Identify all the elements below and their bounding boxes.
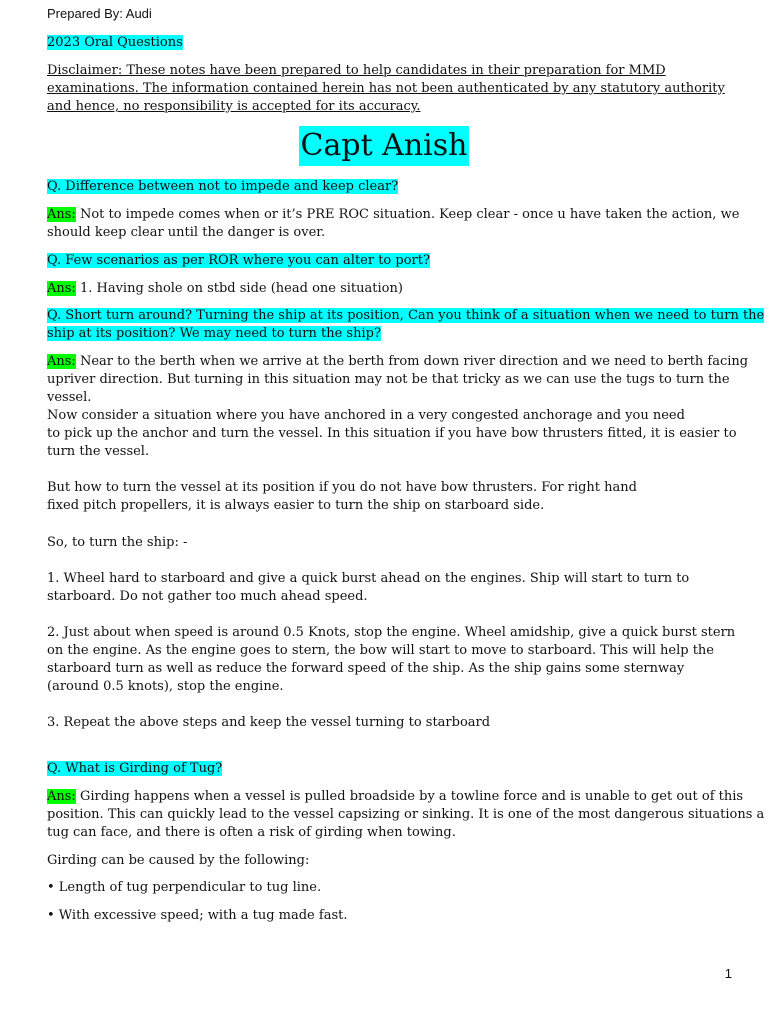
- answer-2-line-1: Ans: 1. Having shole on stbd side (head one situation): [47, 281, 403, 296]
- answer-3-line-4: Now consider a situation where you have anchored in a very congested anchorage and you need: [47, 408, 685, 423]
- answer-4-line-3: tug can face, and there is often a risk of girding when towing.: [47, 825, 456, 840]
- question-3-line-1: Q. Short turn around? Turning the ship at its position, Can you think of a situation when we need to turn the: [47, 308, 765, 323]
- answer-4-line-1: Ans: Girding happens when a vessel is pulled broadside by a towline force and is unable to get out of this: [47, 789, 744, 804]
- answer-3-line-3: vessel.: [47, 390, 92, 405]
- answer-3-line-2: upriver direction. But turning in this situation may not be that tricky as we can use the tugs to turn the: [47, 372, 730, 387]
- page-title: Capt Anish: [0, 126, 768, 166]
- section-heading: 2023 Oral Questions: [47, 35, 183, 50]
- question-2: Q. Few scenarios as per ROR where you can alter to port?: [47, 253, 430, 268]
- answer-3-line-6: turn the vessel.: [47, 444, 150, 459]
- answer-3-line-13: on the engine. As the engine goes to stern, the bow will start to move to starboard. This will help the: [47, 643, 714, 658]
- answer-3-line-10: 1. Wheel hard to starboard and give a quick burst ahead on the engines. Ship will start to turn to: [47, 571, 690, 586]
- answer-3-line-14: starboard turn as well as reduce the forward speed of the ship. As the ship gains some sternway: [47, 661, 685, 676]
- answer-1-line-1: Ans: Not to impede comes when or it’s PRE ROC situation. Keep clear - once u have taken the action, we: [47, 207, 740, 222]
- disclaimer-line-1: Disclaimer: These notes have been prepared to help candidates in their preparation for MMD: [47, 63, 666, 78]
- answer-3-line-11: starboard. Do not gather too much ahead speed.: [47, 589, 368, 604]
- page-number: 1: [724, 966, 732, 981]
- answer-4-line-2: position. This can quickly lead to the vessel capsizing or sinking. It is one of the most dangerous situations a: [47, 807, 765, 822]
- answer-4-line-4: Girding can be caused by the following:: [47, 853, 310, 868]
- question-1: Q. Difference between not to impede and keep clear?: [47, 179, 399, 194]
- answer-3-line-5: to pick up the anchor and turn the vessel. In this situation if you have bow thrusters fitted, it is easier to: [47, 426, 737, 441]
- answer-3-line-1: Ans: Near to the berth when we arrive at the berth from down river direction and we need to berth facing: [47, 354, 749, 369]
- bullet-item-2: • With excessive speed; with a tug made fast.: [47, 908, 348, 923]
- answer-3-line-8: fixed pitch propellers, it is always easier to turn the ship on starboard side.: [47, 498, 545, 513]
- answer-1-line-2: should keep clear until the danger is over.: [47, 225, 326, 240]
- bullet-item-1: • Length of tug perpendicular to tug line.: [47, 880, 322, 895]
- answer-3-line-15: (around 0.5 knots), stop the engine.: [47, 679, 284, 694]
- answer-3-line-9: So, to turn the ship: -: [47, 535, 188, 550]
- question-4: Q. What is Girding of Tug?: [47, 761, 223, 776]
- answer-3-line-16: 3. Repeat the above steps and keep the vessel turning to starboard: [47, 715, 491, 730]
- answer-3-line-7: But how to turn the vessel at its position if you do not have bow thrusters. For right hand: [47, 480, 637, 495]
- prepared-by: Prepared By: Audi: [47, 6, 152, 21]
- answer-3-line-12: 2. Just about when speed is around 0.5 Knots, stop the engine. Wheel amidship, give a quick burst stern: [47, 625, 736, 640]
- question-3-line-2: ship at its position? We may need to turn the ship?: [47, 326, 381, 341]
- disclaimer-line-2: examinations. The information contained herein has not been authenticated by any statutory authority: [47, 81, 725, 96]
- disclaimer-line-3: and hence, no responsibility is accepted for its accuracy.: [47, 99, 421, 114]
